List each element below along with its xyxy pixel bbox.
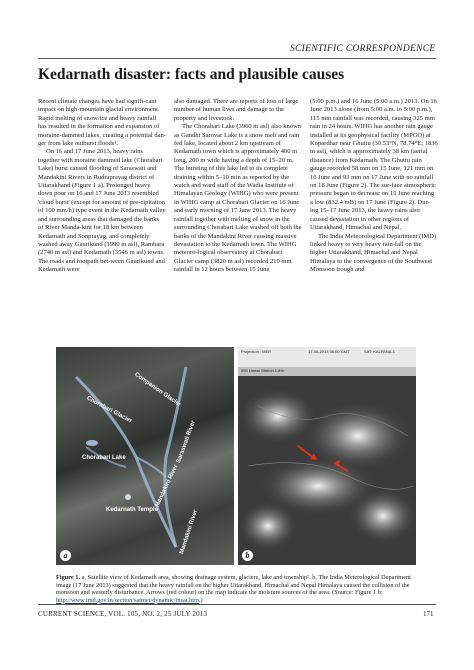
footer-rule xyxy=(38,604,436,605)
text-column-1 xyxy=(38,98,166,275)
panel-letter-a: a xyxy=(60,550,71,561)
paragraph: also damaged. There are reports of loss of large number of human lives and damage to the property and livestock. xyxy=(174,98,299,122)
cloud-imagery xyxy=(238,376,416,565)
timestamp-text: 17-06-2013 06:00 GMT xyxy=(308,349,350,354)
figure-1a-satellite-image xyxy=(56,347,234,565)
caption-tail: .) xyxy=(198,596,203,604)
kedarnath-town-marker xyxy=(125,494,131,500)
paragraph: On 16 and 17 June 2013, heavy rains together with moraine dammed lake (Chorabari Lake) burst caused flooding of Saraswati and Mandakini Rivers in Rudraprayag district of Uttarakhand (Figure 1 a). Prolonged heavy down pour on 16 and 17 June 2013 resembled 'cloud burst' (except for amount of pre-cipitation of 100 mm/h) type event in the Kedarnath valley and surrounding areas that damaged the banks of River Manda-kini for 18 km between Kedarnath and Sonprayag, and completely washed away Gaurikund (1990 m asl), Rambara (2740 m asl) and Kedarnath (3546 m asl) towns. The roads and footpath bet-ween Gaurikund and Kedarnath were xyxy=(38,148,166,274)
map-label: Saraswati River xyxy=(175,419,197,465)
paragraph: The Chorabari Lake (3960 m asl) also known as Gandhi Sarovar Lake is a snow melt and rain fed lake, located about 2 km upstream of Kedarnath town which is approximately 400 m long, 200 m wide having a depth of 15–20 m. The bursting of this lake led to its complete draining within 5–10 min as reported by the watch and ward staff of the Wadia Institute of Himalayan Geology (WIHG) who were present in WIHG camp at Chorabari Glacier on 16 June and early morning of 17 June 2013. The heavy rainfall together with melting of snow in the surrounding Chorabari Lake washed off both the banks of the Mandakini River causing massive devastation to the Kedarnath town. The WIHG meteoro-logical observatory at Chorabari Glacier camp (3820 m asl) recorded 210 mm rainfall in 12 hours between 15 June xyxy=(174,123,302,274)
projection-text: Projection : MER xyxy=(241,349,272,354)
map-label: Mandakini River xyxy=(154,463,180,509)
map-label: Chorabari Glacier xyxy=(85,395,133,425)
paragraph: Recent climate changes have had signifi-cant impact on high-mountain glacial environment. Rapid melting of snow/ice and heavy rainfall has resulted in the formation and expansion of moraine-dammed lakes, creating a potential dan-ger from lake outburst floods¹. xyxy=(38,98,166,148)
figure-1b-imd-image xyxy=(238,347,416,565)
header-rule xyxy=(38,58,436,59)
text-column-2 xyxy=(174,98,302,275)
image-header-strip xyxy=(238,347,416,367)
panel-letter-b: b xyxy=(242,550,253,561)
legend-text: IRS Linear Stretch 1.8% xyxy=(241,368,284,373)
text-column-3 xyxy=(310,98,438,275)
map-label: Chorabari Lake xyxy=(82,455,126,461)
map-label: Companion Glacier xyxy=(133,371,182,409)
article-title: Kedarnath disaster: facts and plausible causes xyxy=(38,66,345,83)
image-legend-strip xyxy=(238,367,416,376)
paragraph: The India Meteorological Department (IMD) linked heavy to very heavy rain-fall on the higher Uttarakhand, Himachal and Nepal Himalaya to the convergence of the Southwest Monsoon trough and xyxy=(310,232,437,274)
caption-link[interactable]: http://www.imd.gov.in/section/satmet/dynamic/insat.htm xyxy=(56,596,199,604)
map-label: Mandakini River xyxy=(179,509,199,555)
journal-info: CURRENT SCIENCE, VOL. 105, NO. 2, 25 JULY 2013 xyxy=(38,610,208,618)
section-label: SCIENTIFIC CORRESPONDENCE xyxy=(290,44,436,54)
page-number: 171 xyxy=(423,610,434,618)
paragraph: (5:00 p.m.) and 16 June (5:00 a.m.) 2013. On 16 June 2013 alone (from 5:00 a.m. to 5:00 p.m.), 115 mm rainfall was recorded, causing 325 mm rain in 24 hours. WIHG has another rain gauge installed at its geophysical facility (MPGO) at Kopardhar near Ghuttu (30.53°N, 78.74°E; 1836 m asl), which is approximately 38 km (aerial distance) from Kedarnath. The Ghuttu rain gauge recorded 58 mm on 15 June, 121 mm on 16 June and 93 mm on 17 June with no rainfall on 18 June (Figure 2). The sur-face atmospheric pressure began to decrease on 15 June reaching a low (832.4 mB) on 17 June (Figure 2). Dur-ing 15–17 June 2013, the heavy rains also caused devastation in other regions of Uttarakhand, Himachal and Nepal. xyxy=(310,98,438,232)
figure-caption xyxy=(56,574,418,604)
satellite-text: SAT: KALPANA-1 xyxy=(364,349,395,354)
caption-label: Figure 1. xyxy=(56,574,81,581)
caption-text: a, Satellite view of Kedarnath area, showing drainage system, glaciers, lake and township². b, The India Meterological Department image (17 June 2013) suggested that the heavy rainfall on the higher Uttarakhand, Himachal and Nepal Himalaya caused the collision of the monsoon and westerly disturbance. Arrows (red colour) on the map indicate the moisture sources of the area. (Source: Figure 1 b: xyxy=(56,574,411,597)
map-label: Kedarnath Temple xyxy=(106,507,158,513)
chorabari-lake-shape xyxy=(86,440,98,446)
